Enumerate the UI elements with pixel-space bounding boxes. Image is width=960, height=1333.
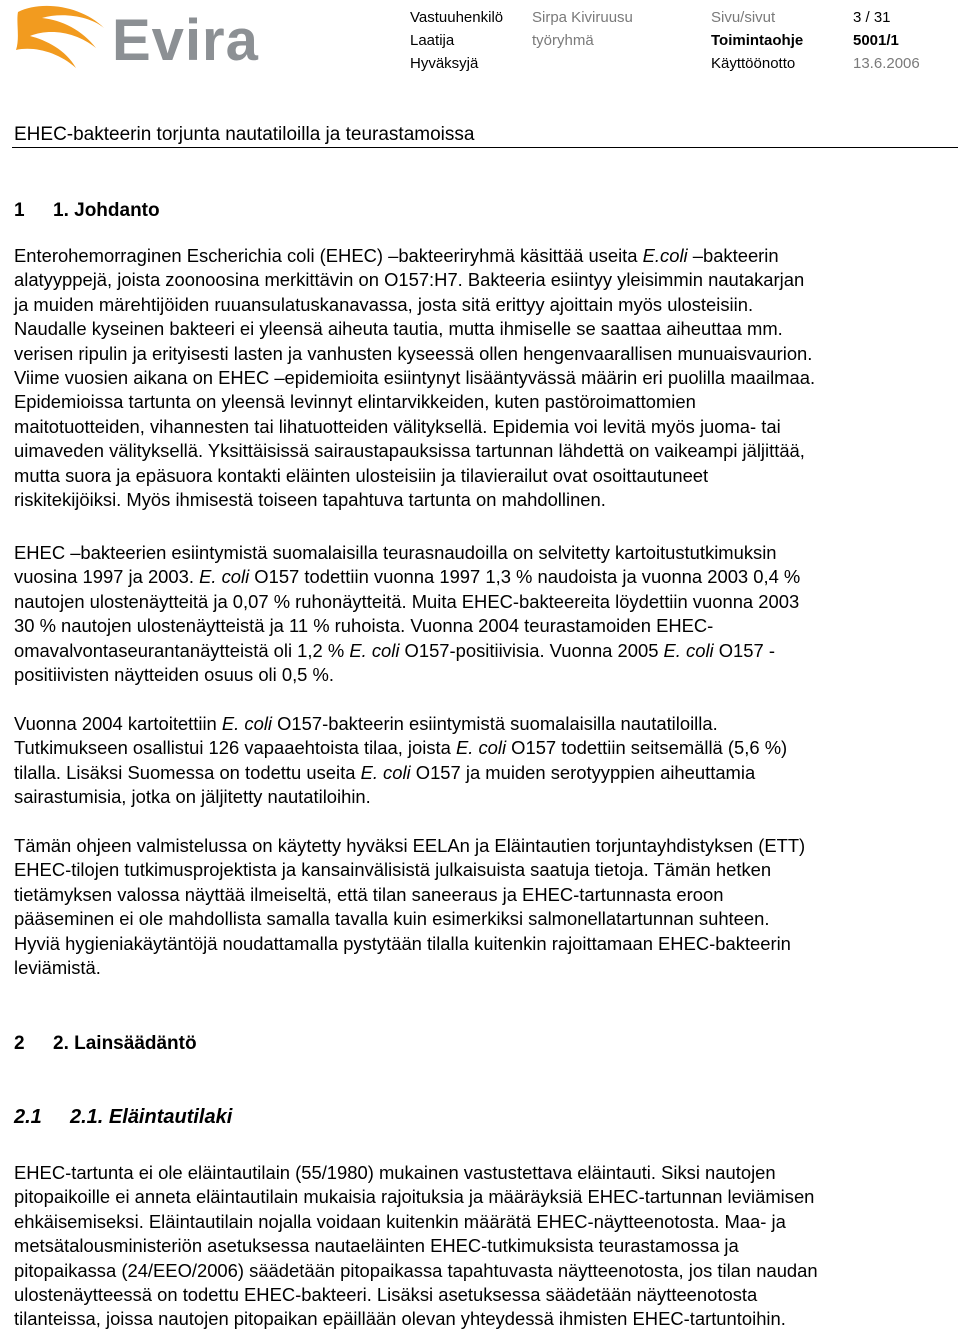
- text-run: Tutkimukseen osallistui 126 vapaaehtoista tilaa, joista: [14, 737, 456, 759]
- title-divider: [12, 147, 958, 148]
- text-line: [14, 317, 954, 341]
- text-line: [14, 932, 954, 956]
- section-number: 1: [14, 200, 25, 221]
- text-line: [14, 1259, 954, 1283]
- text-run: –bakteerin: [687, 245, 779, 266]
- text-run: pitopaikassa (24/EEO/2006) säädetään pitopaikassa tapahtuvasta näytteenotosta, jos tilan naudan: [14, 1259, 818, 1281]
- header-label-doc-type: Toimintaohje: [711, 32, 804, 49]
- text-run: pitopaikoille ei anneta eläintautilain mukaisia rajoituksia ja määräyksiä EHEC-tartunnan leviämisen: [14, 1186, 815, 1208]
- text-line: [14, 268, 954, 292]
- text-line: [14, 1185, 954, 1209]
- section-1-heading: [14, 200, 160, 222]
- text-run: Viime vuosien aikana on EHEC –epidemioita esiintynyt lisääntyvässä määrin eri puolilla maailmaa.: [14, 367, 816, 389]
- text-line: [14, 366, 954, 390]
- text-run: sairastumisia, jotka on jäljitetty nautatiloihin.: [14, 786, 371, 808]
- text-run: EHEC-tilojen tutkimusprojektista ja kansainvälisistä julkaisuista saatuja tietoja. Tämän hetken: [14, 859, 772, 881]
- section-number: 2.1: [14, 1106, 42, 1128]
- section-number: 2: [14, 1033, 25, 1054]
- text-line: [14, 244, 954, 268]
- section-2-heading: [14, 1033, 197, 1055]
- text-line: [14, 614, 954, 638]
- header-value-deployment-date: 13.6.2006: [853, 55, 920, 72]
- text-line: [14, 1161, 954, 1185]
- text-line: [14, 464, 954, 488]
- header-value-pages: 3 / 31: [853, 9, 891, 26]
- paragraph: [14, 244, 954, 512]
- text-run: O157 todettiin vuonna 1997 1,3 % naudoista ja vuonna 2003 0,4 %: [249, 566, 801, 588]
- text-run: EHEC-tartunta ei ole eläintautilain (55/1980) mukainen vastustettava eläintauti. Siksi nautojen: [14, 1162, 776, 1183]
- header-label-deployment: Käyttöönotto: [711, 55, 796, 72]
- text-run: O157-positiivisia. Vuonna 2005: [399, 639, 664, 661]
- section-title: 2.1. Eläintautilaki: [70, 1106, 233, 1128]
- text-run: omavalvontaseurantanäytteistä oli 1,2 %: [14, 639, 350, 661]
- text-line: [14, 342, 954, 366]
- text-line: [14, 390, 954, 414]
- text-run: leviämistä.: [14, 957, 101, 979]
- text-run: ulostenäytteessä on todettu EHEC-bakteeri. Lisäksi asetuksessa säädetään näytteenotosta: [14, 1284, 758, 1306]
- italic-term: E. coli: [199, 566, 250, 588]
- paragraph: [14, 541, 954, 687]
- text-run: Vuonna 2004 kartoitettiin: [14, 713, 222, 734]
- text-run: Tämän ohjeen valmistelussa on käytetty hyväksi EELAn ja Eläintautien torjuntayhdistyksen (ETT): [14, 835, 806, 856]
- evira-logo: [12, 2, 262, 74]
- text-run: O157 -: [713, 639, 775, 661]
- italic-term: E. coli: [663, 639, 714, 661]
- text-run: vuosina 1997 ja 2003.: [14, 566, 200, 588]
- text-run: verisen ripulin ja erityisesti lasten ja vanhusten kyseessä ollen hengenvaarallisen munuaisvaurion.: [14, 342, 813, 364]
- text-line: [14, 956, 954, 980]
- text-line: [14, 293, 954, 317]
- text-run: tilanteissa, joissa nautojen pitopaikan epäillään olevan yhteydessä ihmisten EHEC-tartuntoihin.: [14, 1308, 786, 1330]
- text-run: uimaveden välityksellä. Yksittäisissä sairaustapauksissa tartunnan lähdettä on vaikeampi jäljittää,: [14, 440, 805, 462]
- text-run: pääseminen ei ole mahdollista samalla tavalla kuin esimerkiksi salmonellatartunnan suhteen.: [14, 908, 770, 930]
- text-line: [14, 1234, 954, 1258]
- header-label-approver: Hyväksyjä: [410, 55, 479, 72]
- logo-wordmark: Evira: [112, 8, 259, 73]
- section-title: 2. Lainsäädäntö: [53, 1033, 197, 1054]
- header-value-responsible: Sirpa Kiviruusu: [532, 9, 633, 26]
- header-value-author: työryhmä: [532, 32, 594, 49]
- text-line: [14, 1307, 954, 1331]
- paragraph: [14, 1161, 954, 1332]
- header-label-pages: Sivu/sivut: [711, 9, 776, 26]
- text-line: [14, 883, 954, 907]
- text-run: Hyviä hygieniakäytäntöjä noudattamalla pystytään tilalla kuitenkin rajoittamaan EHEC-bakteerin: [14, 932, 791, 954]
- text-run: mutta suora ja epäsuora kontakti eläinten ulosteisiin ja tilavierailut ovat osoittautuneet: [14, 464, 709, 486]
- text-line: [14, 712, 954, 736]
- paragraph: [14, 834, 954, 980]
- italic-term: E. coli: [360, 761, 411, 783]
- text-line: [14, 565, 954, 589]
- text-line: [14, 736, 954, 760]
- header-label-author: Laatija: [410, 32, 455, 49]
- text-line: [14, 439, 954, 463]
- text-line: [14, 785, 954, 809]
- section-title: 1. Johdanto: [53, 200, 160, 221]
- text-run: Naudalle kyseinen bakteeri ei yleensä aiheuta tautia, mutta ihmiselle se saattaa aiheuttaa mm.: [14, 318, 783, 340]
- text-line: [14, 1210, 954, 1234]
- text-run: EHEC –bakteerien esiintymistä suomalaisilla teurasnaudoilla on selvitetty kartoitustutkimuksin: [14, 542, 777, 563]
- text-run: O157-bakteerin esiintymistä suomalaisilla nautatiloilla.: [272, 713, 718, 734]
- header-label-responsible: Vastuuhenkilö: [410, 9, 504, 26]
- text-line: [14, 834, 954, 858]
- text-line: [14, 1283, 954, 1307]
- text-line: [14, 590, 954, 614]
- text-run: alatyyppejä, joista zoonoosina merkittävin on O157:H7. Bakteeria esiintyy yleisimmin nautakarjan: [14, 269, 805, 291]
- italic-term: E. coli: [221, 713, 272, 734]
- header-value-doc-number: 5001/1: [853, 32, 899, 49]
- section-2-1-heading: [14, 1105, 232, 1129]
- paragraph: [14, 712, 954, 810]
- italic-term: E. coli: [455, 737, 507, 759]
- text-line: [14, 663, 954, 687]
- text-line: [14, 761, 954, 785]
- text-run: riskitekijöiksi. Myös ihmisestä toiseen tapahtuva tartunta on mahdollinen.: [14, 489, 606, 511]
- text-line: [14, 541, 954, 565]
- text-run: ja muiden märehtijöiden ruuansulatuskanavassa, josta sitä erittyy ajoittain myös ulosteisiin.: [14, 293, 754, 315]
- document-title: EHEC-bakteerin torjunta nautatiloilla ja teurastamoissa: [14, 124, 475, 145]
- text-run: nautojen ulostenäytteitä ja 0,07 % ruhonäytteitä. Muita EHEC-bakteereita löydettiin vuonna 2003: [14, 590, 800, 612]
- text-line: [14, 639, 954, 663]
- text-line: [14, 415, 954, 439]
- text-run: tilalla. Lisäksi Suomessa on todettu useita: [14, 761, 361, 783]
- text-line: [14, 907, 954, 931]
- text-run: 30 % nautojen ulostenäytteistä ja 11 % ruhoista. Vuonna 2004 teurastamoiden EHEC-: [14, 615, 714, 637]
- text-line: [14, 488, 954, 512]
- evira-leaf-icon: [12, 2, 112, 74]
- text-line: [14, 858, 954, 882]
- text-run: positiivisten näytteiden osuus oli 0,5 %.: [14, 664, 334, 686]
- text-run: Epidemioissa tartunta on yleensä levinnyt elintarvikkeiden, kuten pastöroimattomien: [14, 391, 696, 413]
- italic-term: E.coli: [642, 245, 688, 266]
- text-run: maitotuotteiden, vihannesten tai lihatuotteiden välityksellä. Epidemia voi levitä myös juoma- tai: [14, 415, 781, 437]
- text-run: metsätalousministeriön asetuksessa nautaeläinten EHEC-tutkimuksista teurastamossa ja: [14, 1235, 739, 1257]
- text-run: tietämyksen valossa näyttää ilmeiseltä, että tilan saneeraus ja EHEC-tartunnasta eroon: [14, 883, 724, 905]
- italic-term: E. coli: [349, 639, 400, 661]
- text-run: O157 todettiin seitsemällä (5,6 %): [506, 737, 788, 759]
- text-run: ehkäisemiseksi. Eläintautilain nojalla voidaan kuitenkin määrätä EHEC-näytteenotosta. Maa- ja: [14, 1210, 786, 1232]
- text-run: Enterohemorraginen Escherichia coli (EHEC) –bakteeriryhmä käsittää useita: [14, 245, 643, 266]
- text-run: O157 ja muiden serotyyppien aiheuttamia: [410, 761, 756, 783]
